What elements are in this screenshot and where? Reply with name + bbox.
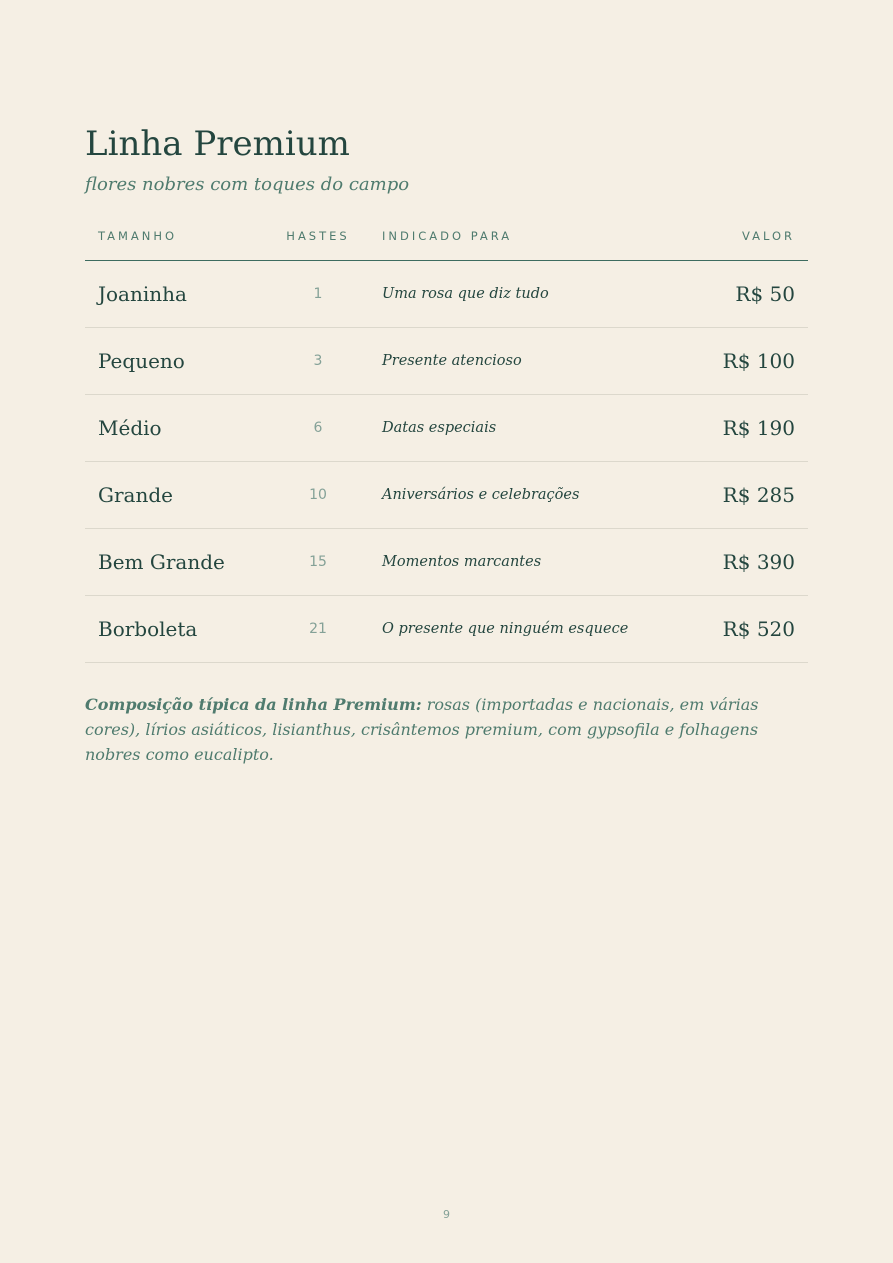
column-header-valor: VALOR [664,212,808,261]
cell-tamanho: Joaninha [85,261,267,328]
cell-tamanho: Pequeno [85,328,267,395]
composition-note-text: rosas (importadas e nacionais, em várias cores), lírios asiáticos, lisianthus, crisântemos premium, com gypsofila e folhagens nobres como eucalipto. [85,695,759,764]
composition-note [85,692,808,767]
cell-valor: R$ 520 [664,596,808,663]
composition-note-label: Composição típica da linha Premium: [85,695,422,714]
cell-indicado: O presente que ninguém esquece [369,596,664,663]
cell-valor: R$ 285 [664,462,808,529]
cell-valor: R$ 100 [664,328,808,395]
cell-hastes: 10 [267,462,369,529]
column-header-indicado: INDICADO PARA [369,212,664,261]
table-row [85,395,808,462]
table-row [85,596,808,663]
cell-hastes: 21 [267,596,369,663]
cell-valor: R$ 190 [664,395,808,462]
table-row [85,328,808,395]
cell-hastes: 15 [267,529,369,596]
cell-valor: R$ 390 [664,529,808,596]
page-number: 9 [443,1208,450,1221]
page-subtitle: flores nobres com toques do campo [85,174,410,195]
cell-hastes: 3 [267,328,369,395]
cell-indicado: Uma rosa que diz tudo [369,261,664,328]
page-title: Linha Premium [85,124,350,164]
cell-indicado: Momentos marcantes [369,529,664,596]
column-header-hastes: HASTES [267,212,369,261]
cell-tamanho: Borboleta [85,596,267,663]
cell-tamanho: Bem Grande [85,529,267,596]
column-header-tamanho: TAMANHO [85,212,267,261]
cell-hastes: 6 [267,395,369,462]
cell-valor: R$ 50 [664,261,808,328]
table-row [85,529,808,596]
table-row [85,261,808,328]
cell-hastes: 1 [267,261,369,328]
table-header-row [85,212,808,261]
cell-indicado: Presente atencioso [369,328,664,395]
cell-indicado: Aniversários e celebrações [369,462,664,529]
cell-tamanho: Médio [85,395,267,462]
cell-indicado: Datas especiais [369,395,664,462]
table-row [85,462,808,529]
price-table [85,212,808,663]
cell-tamanho: Grande [85,462,267,529]
